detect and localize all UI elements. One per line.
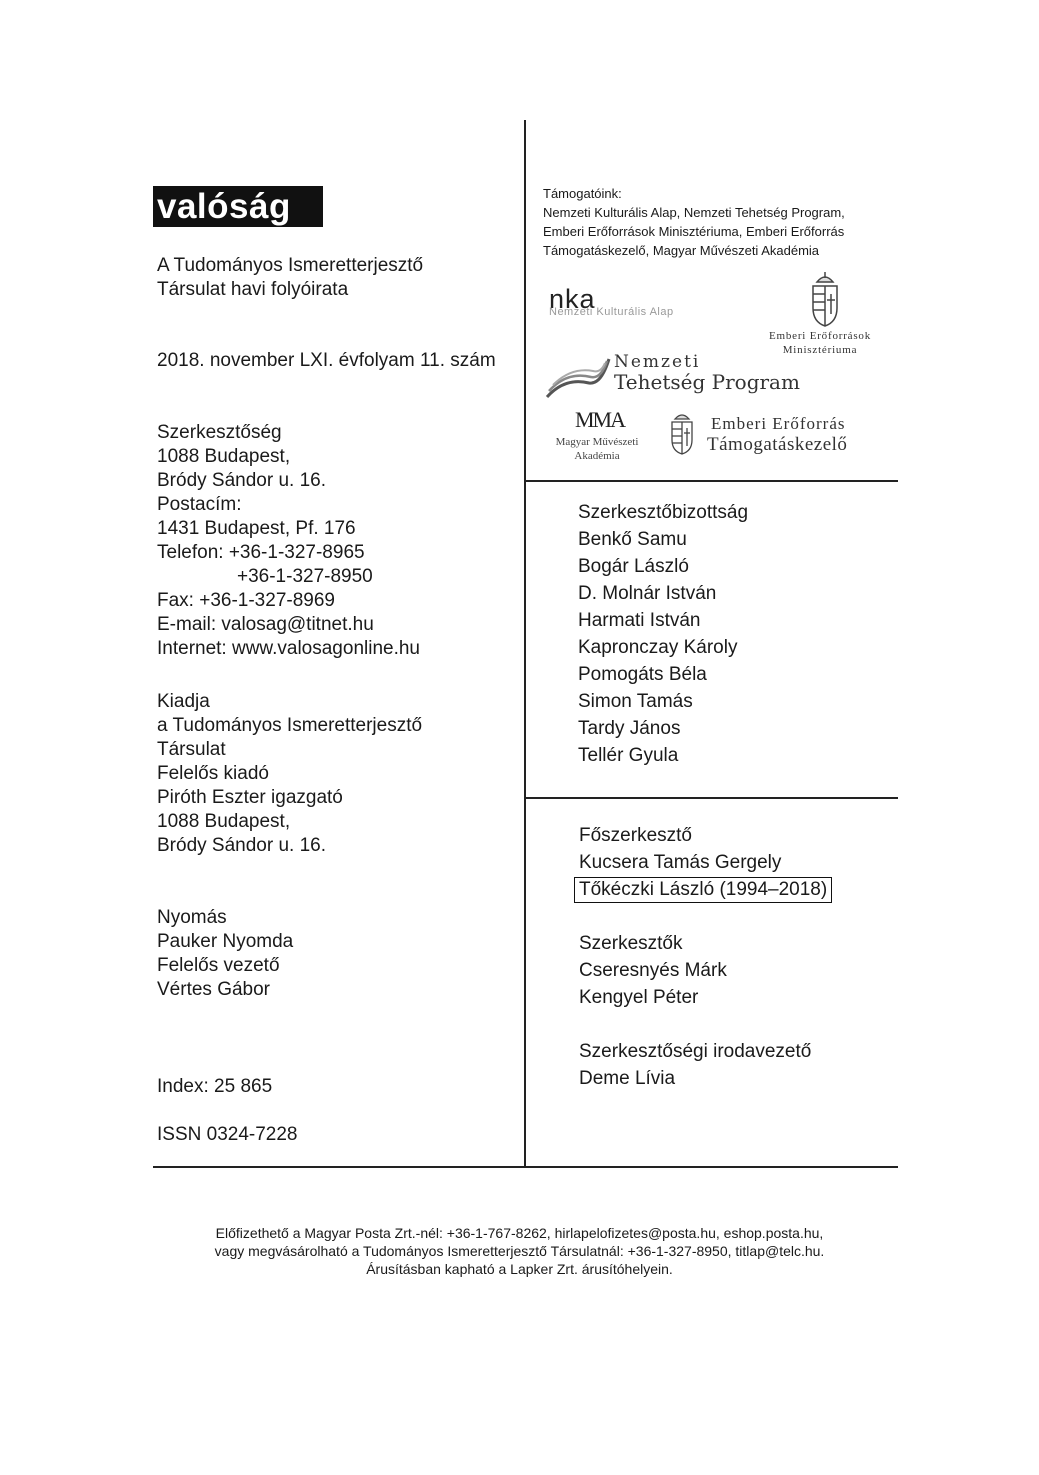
issue-line: 2018. november LXI. évfolyam 11. szám: [157, 350, 496, 371]
publisher-line: Társulat: [157, 739, 226, 760]
editors-block: [579, 930, 727, 1011]
board-member: D. Molnár István: [578, 583, 717, 604]
chief-editor-block: [579, 822, 832, 903]
publisher-line: 1088 Budapest,: [157, 811, 291, 832]
email-line: E-mail: valosag@titnet.hu: [157, 614, 374, 635]
sponsors-block: [543, 184, 845, 260]
printing-line: Vértes Gábor: [157, 979, 270, 1000]
masthead-subtitle: [157, 254, 423, 302]
sponsors-title: Támogatóink:: [543, 186, 622, 201]
board-member: Tardy János: [578, 718, 681, 739]
publisher-line: Piróth Eszter igazgató: [157, 787, 343, 808]
column-divider: [524, 120, 526, 1168]
sponsors-line: Nemzeti Kulturális Alap, Nemzeti Tehetség Program,: [543, 205, 845, 220]
ntp-wave-icon: [545, 355, 611, 401]
editors-title: Szerkesztők: [579, 933, 683, 954]
printing-line: Pauker Nyomda: [157, 931, 294, 952]
publisher-line: a Tudományos Ismeretterjesztő: [157, 715, 423, 736]
phone-line-2: +36-1-327-8950: [237, 566, 373, 587]
ntp-logo-line2: Tehetség Program: [614, 370, 800, 394]
valosag-logo: valóság: [153, 186, 323, 227]
postal-label: Postacím:: [157, 494, 242, 515]
memorial-name-box: Tőkéczki László (1994–2018): [574, 877, 832, 903]
printing-block: [157, 906, 293, 1002]
printing-line: Nyomás: [157, 907, 227, 928]
hungarian-crest-icon: [808, 270, 842, 328]
board-member: Harmati István: [578, 610, 701, 631]
editorial-office-title: Szerkesztőség: [157, 422, 282, 443]
publisher-block: [157, 690, 422, 858]
sponsors-line: Emberi Erőforrások Minisztériuma, Emberi Erőforrás: [543, 224, 845, 239]
index-line: Index: 25 865: [157, 1076, 273, 1097]
board-title: Szerkesztőbizottság: [578, 502, 749, 523]
office-head-title: Szerkesztőségi irodavezető: [579, 1041, 812, 1062]
internet-line: Internet: www.valosagonline.hu: [157, 638, 420, 659]
publisher-line: Kiadja: [157, 691, 210, 712]
publisher-line: Bródy Sándor u. 16.: [157, 835, 326, 856]
emmi-logo-text: Emberi Erőforrások Minisztériuma: [768, 330, 872, 356]
editorial-board-block: [578, 499, 748, 769]
etk-crest-icon: [668, 410, 696, 456]
publisher-line: Felelős kiadó: [157, 763, 269, 784]
board-member: Pomogáts Béla: [578, 664, 707, 685]
sponsors-line: Támogatáskezelő, Magyar Művészeti Akadémia: [543, 243, 820, 258]
etk-logo-line2: Támogatáskezelő: [707, 434, 848, 455]
address-line: 1088 Budapest,: [157, 446, 291, 467]
chief-editor-name: Kucsera Tamás Gergely: [579, 852, 782, 873]
office-head-name: Deme Lívia: [579, 1068, 676, 1089]
printing-line: Felelős vezető: [157, 955, 280, 976]
address-line: Bródy Sándor u. 16.: [157, 470, 326, 491]
board-member: Tellér Gyula: [578, 745, 679, 766]
footer-line: vagy megvásárolható a Tudományos Ismeretterjesztő Társulatnál: +36-1-327-8950, titlap@telc.hu.: [214, 1243, 825, 1259]
issn-line: ISSN 0324-7228: [157, 1124, 298, 1145]
nka-logo-text: Nemzeti Kulturális Alap: [549, 306, 674, 318]
etk-logo-line1: Emberi Erőforrás: [711, 414, 846, 433]
editor-name: Kengyel Péter: [579, 987, 699, 1008]
ntp-logo-line1: Nemzeti: [614, 352, 701, 372]
footer-line: Árusításban kapható a Lapker Zrt. árusítóhelyein.: [366, 1261, 673, 1277]
board-member: Kapronczay Károly: [578, 637, 738, 658]
office-head-block: [579, 1038, 811, 1092]
subscription-footer: [0, 1224, 1039, 1278]
bottom-rule: [153, 1166, 898, 1168]
editor-name: Cseresnyés Márk: [579, 960, 727, 981]
nka-logo-mark: nka: [549, 284, 596, 314]
mma-logo-mark: MMA: [575, 407, 625, 432]
footer-line: Előfizethető a Magyar Posta Zrt.-nél: +36-1-767-8262, hirlapelofizetes@posta.hu, eshop.posta.hu,: [215, 1225, 824, 1241]
chief-editor-title: Főszerkesztő: [579, 825, 692, 846]
board-member: Bogár László: [578, 556, 689, 577]
board-member: Benkő Samu: [578, 529, 687, 550]
board-divider: [526, 797, 898, 799]
editorial-office-block: [157, 421, 420, 661]
sponsor-divider: [526, 480, 898, 482]
mma-logo-text: Magyar Művészeti Akadémia: [555, 436, 639, 462]
subtitle-line: A Tudományos Ismeretterjesztő: [157, 255, 424, 276]
subtitle-line: Társulat havi folyóirata: [157, 279, 349, 300]
board-member: Simon Tamás: [578, 691, 693, 712]
fax-line: Fax: +36-1-327-8969: [157, 590, 335, 611]
postal-address: 1431 Budapest, Pf. 176: [157, 518, 356, 539]
phone-line: Telefon: +36-1-327-8965: [157, 542, 365, 563]
